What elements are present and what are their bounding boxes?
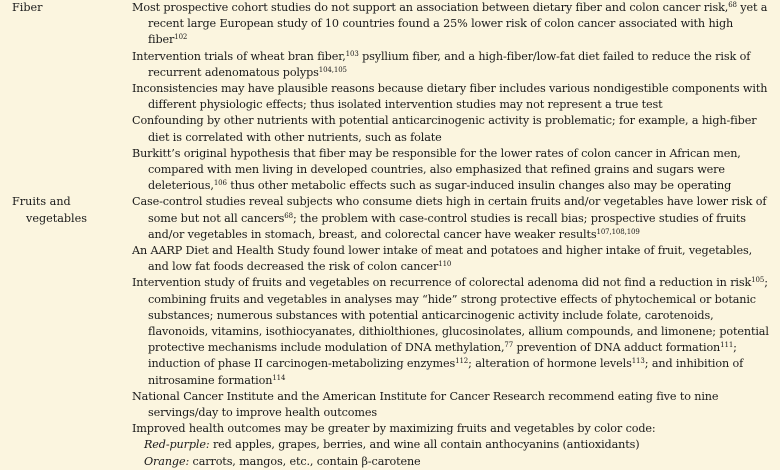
entry-text: An AARP Diet and Health Study found lower intake of meat and potatoes and higher intake of fruit, vegetables, and low fat foods decreased the risk of colon cancer — [132, 244, 753, 274]
citation-ref: 103 — [345, 49, 359, 58]
entry-text: psyllium fiber, and a high-fiber/low-fat diet failed to reduce the risk of recurrent adenomatous polyps — [148, 49, 751, 79]
entry-text: Intervention trials of wheat bran fiber, — [132, 49, 346, 63]
citation-ref: 110 — [438, 260, 452, 269]
entry-text: thus other metabolic effects such as sugar-induced insulin changes also may be operating — [226, 179, 732, 193]
entry-text: ; alteration of hormone levels — [468, 357, 632, 371]
entry-text: National Cancer Institute and the American Institute for Cancer Research recommend eating five to nine servings/day to improve health outcomes — [132, 389, 719, 420]
color-code-item — [132, 437, 774, 453]
entry-text: Burkitt’s original hypothesis that fiber may be responsible for the lower rates of colon cancer in African men, compared with men living in developed countries, also emphasized that refined grains and sugars were deleterious, — [132, 146, 741, 193]
entry-text: ; induction of phase II carcinogen-metabolizing enzymes — [148, 341, 737, 371]
entry-text: Confounding by other nutrients with potential anticarcinogenic activity is problematic; for example, a high-fiber diet is correlated with other nutrients, such as folate — [132, 114, 757, 144]
citation-ref: 113 — [631, 357, 645, 366]
entry-text: Intervention study of fruits and vegetables on recurrence of colorectal adenoma did not find a reduction in risk — [132, 276, 752, 290]
entry-text: Improved health outcomes may be greater by maximizing fruits and vegetables by color code: — [132, 422, 656, 436]
list-item — [132, 194, 774, 243]
citation-ref: 111 — [720, 341, 734, 350]
entries-cell — [132, 0, 774, 194]
entry-text: ; combining fruits and vegetables in analyses may “hide” strong protective effects of phytochemical or botanic substances; numerous substances with potential anticarcinogenic activity include folate, carotenoids, flavonoids, vitamins, isothiocyanates, dithiolthiones, glucosinolates, allium compounds, and limonene; potential protective mechanisms include modulation of DNA methylation, — [148, 276, 769, 355]
entry-text: Most prospective cohort studies do not support an association between dietary fiber and colon cancer risk, — [132, 1, 729, 14]
citation-ref: 104,105 — [318, 65, 347, 74]
citation-ref: 106 — [213, 179, 227, 188]
topic-cell — [12, 194, 132, 226]
entry-text: Inconsistencies may have plausible reasons because dietary fiber includes various nondigestible components with different physiologic effects; thus isolated intervention studies may not represent a true test — [132, 82, 768, 112]
table-row — [12, 194, 774, 469]
topic-cell — [12, 0, 132, 16]
entry-text: ; and inhibition of nitrosamine formation — [148, 357, 744, 387]
list-item — [132, 0, 774, 49]
entry-text: ; the problem with case-control studies is recall bias; prospective studies of fruits and/or vegetables in stomach, breast, and colorectal cancer have weaker results — [148, 211, 746, 241]
citation-ref: 68 — [728, 1, 737, 9]
table-row — [12, 0, 774, 194]
list-item — [132, 113, 774, 145]
list-item — [132, 49, 774, 81]
entry-text: yet a recent large European study of 10 countries found a 25% lower risk of colon cancer associated with high fiber — [148, 1, 768, 47]
citation-ref: 112 — [455, 357, 469, 366]
entries-cell — [132, 194, 774, 469]
list-item — [132, 275, 774, 388]
entry-text: prevention of DNA adduct formation — [513, 341, 721, 355]
citation-ref: 68 — [284, 211, 293, 220]
list-item — [132, 81, 774, 113]
list-item — [132, 146, 774, 195]
citation-ref: 107,108,109 — [596, 227, 640, 236]
topic-label-continued: vegetables — [26, 211, 87, 225]
citation-ref: 102 — [174, 33, 188, 42]
color-code-text: carrots, mangos, etc., contain β-carotene — [189, 454, 421, 468]
citation-ref: 77 — [504, 341, 514, 350]
color-code-item — [132, 454, 774, 470]
color-code-label: Red-purple: — [144, 438, 210, 452]
list-item — [132, 389, 774, 421]
list-item — [132, 243, 774, 275]
color-code-text: red apples, grapes, berries, and wine all contain anthocyanins (antioxidants) — [209, 438, 640, 452]
entry-text: Case-control studies reveal subjects who consume diets high in certain fruits and/or vegetables have lower risk of some but not all cancers — [132, 195, 767, 225]
citation-ref: 114 — [272, 373, 286, 382]
topic-label: Fruits and — [12, 195, 71, 209]
color-code-label: Orange: — [144, 454, 190, 468]
topic-label: Fiber — [12, 1, 43, 14]
list-item — [132, 421, 774, 437]
citation-ref: 105 — [751, 276, 765, 285]
